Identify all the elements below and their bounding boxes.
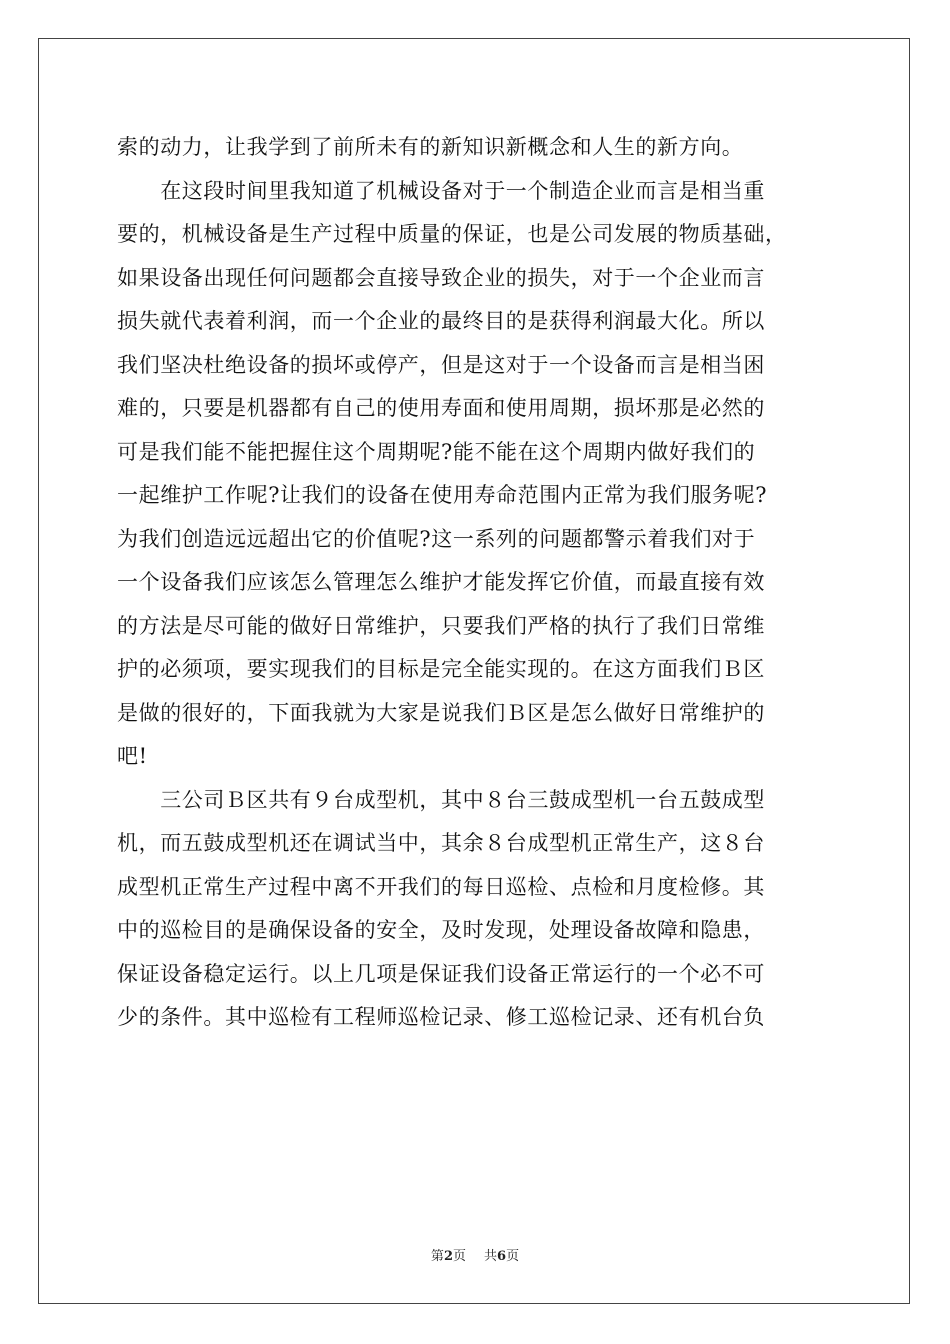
text-line: 为我们创造远远超出它的价值呢?这一系列的问题都警示着我们对于 [117,526,756,551]
text-line: 索的动力，让我学到了前所未有的新知识新概念和人生的新方向。 [117,135,744,159]
total-prefix: 共 [484,1249,498,1264]
text-line: 可是我们能不能把握住这个周期呢?能不能在这个周期内做好我们的 [117,439,756,464]
text-line: 如果设备出现任何问题都会直接导致企业的损失，对于一个企业而言 [117,265,765,290]
text-line: 机，而五鼓成型机还在调试当中，其余８台成型机正常生产，这８台 [117,831,765,855]
document-body [117,126,837,1040]
text-line: 中的巡检目的是确保设备的安全，及时发现，处理设备故障和隐患， [117,918,765,942]
text-line: 三公司Ｂ区共有９台成型机，其中８台三鼓成型机一台五鼓成型 [117,787,765,812]
text-line: 护的必须项，要实现我们的目标是完全能实现的。在这方面我们Ｂ区 [117,657,765,681]
page-indicator [431,1249,466,1264]
text-line: 少的条件。其中巡检有工程师巡检记录、修工巡检记录、还有机台负 [117,1005,765,1029]
total-pages: 6 [497,1249,507,1264]
text-line: 损失就代表着利润，而一个企业的最终目的是获得利润最大化。所以 [117,309,765,333]
text-line: 的方法是尽可能的做好日常维护，只要我们严格的执行了我们日常维 [117,613,765,638]
text-line: 一个设备我们应该怎么管理怎么维护才能发挥它价值，而最直接有效 [117,570,765,594]
total-suffix: 页 [506,1249,520,1264]
text-line: 难的，只要是机器都有自己的使用寿面和使用周期，损坏那是必然的 [117,396,765,420]
text-line: 一起维护工作呢?让我们的设备在使用寿命范围内正常为我们服务呢? [117,483,768,507]
text-line: 要的，机械设备是生产过程中质量的保证，也是公司发展的物质基础， [117,222,787,246]
page-suffix: 页 [452,1249,466,1264]
text-line: 是做的很好的，下面我就为大家是说我们Ｂ区是怎么做好日常维护的 [117,700,765,725]
page-footer [0,1248,950,1266]
text-line: 我们坚决杜绝设备的损坏或停产，但是这对于一个设备而言是相当困 [117,352,765,377]
page-number: 2 [443,1249,453,1264]
text-line: 在这段时间里我知道了机械设备对于一个制造企业而言是相当重 [117,178,765,203]
page-prefix: 第 [430,1249,444,1264]
text-line: 成型机正常生产过程中离不开我们的每日巡检、点检和月度检修。其 [117,874,765,899]
total-indicator [484,1249,519,1264]
text-line: 保证设备稳定运行。以上几项是保证我们设备正常运行的一个必不可 [117,961,765,986]
text-line: 吧! [117,744,148,768]
